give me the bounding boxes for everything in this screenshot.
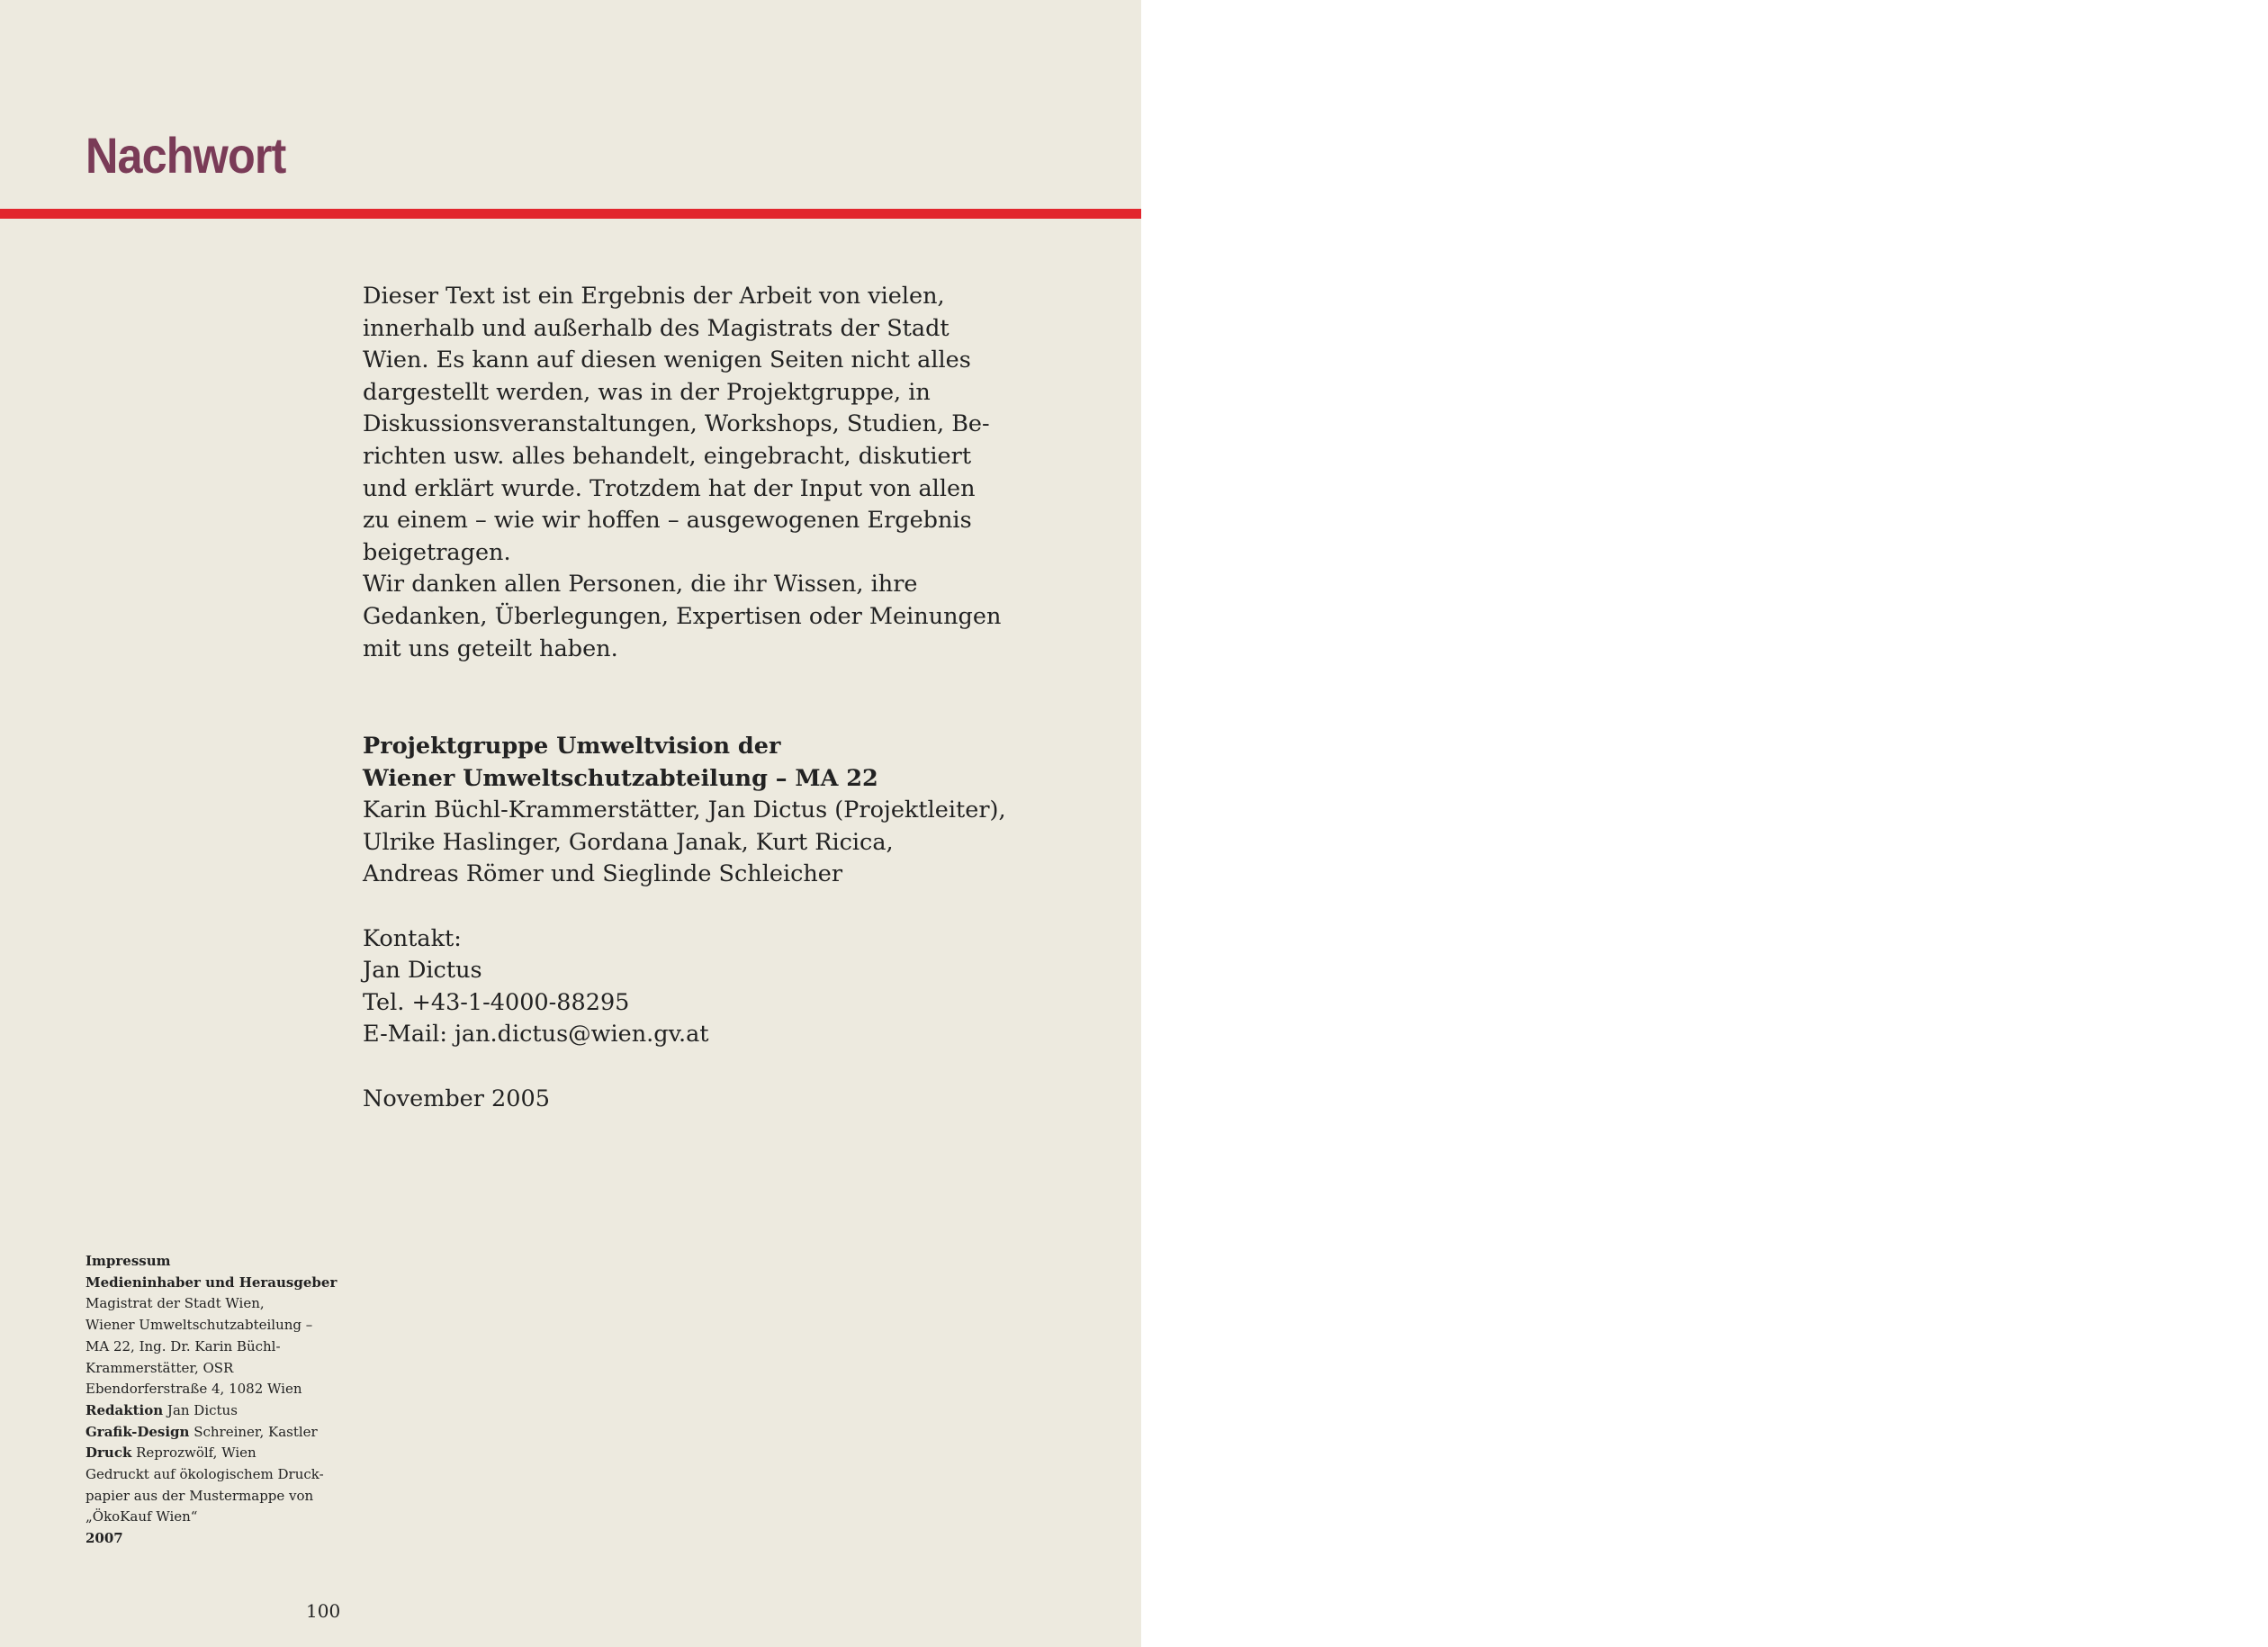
body-line: Diskussionsveranstaltungen, Workshops, Studien, Be- (363, 410, 990, 438)
design-line (86, 1422, 356, 1444)
contact-email: E-Mail: jan.dictus@wien.gv.at (363, 1021, 709, 1048)
group-members: Karin Büchl-Krammerstätter, Jan Dictus (Projektleiter), (363, 796, 1006, 824)
spacer (363, 1051, 1011, 1084)
page-title: Nachwort (86, 127, 286, 184)
design-label: Grafik-Design (86, 1423, 190, 1440)
body-line: Wir danken allen Personen, die ihr Wissen, ihre (363, 571, 918, 598)
publisher-label: Medieninhaber und Herausgeber (86, 1274, 338, 1291)
paper-line: „ÖkoKauf Wien“ (86, 1508, 198, 1526)
body-line: richten usw. alles behandelt, eingebracht, diskutiert (363, 442, 972, 470)
contact-phone: Tel. +43-1-4000-88295 (363, 988, 630, 1016)
publisher-line: Ebendorferstraße 4, 1082 Wien (86, 1381, 302, 1398)
body-line: und erklärt wurde. Trotzdem hat der Input von allen (363, 474, 976, 502)
group-heading: Wiener Umweltschutzabteilung – MA 22 (363, 764, 878, 792)
contact-name: Jan Dictus (363, 957, 482, 985)
paper-line: papier aus der Mustermappe von (86, 1487, 314, 1504)
body-paragraph (363, 281, 1011, 665)
body-line: mit uns geteilt haben. (363, 634, 618, 662)
redaktion-label: Redaktion (86, 1401, 164, 1418)
druck-value: Reprozwölf, Wien (131, 1444, 256, 1462)
redaktion-value: Jan Dictus (163, 1401, 238, 1418)
publisher-line: Wiener Umweltschutzabteilung – (86, 1317, 313, 1334)
group-members: Andreas Römer und Sieglinde Schleicher (363, 860, 843, 888)
publisher-line: Magistrat der Stadt Wien, (86, 1295, 265, 1312)
druck-line (86, 1443, 356, 1464)
body-line: beigetragen. (363, 538, 511, 566)
publisher-line: Krammerstätter, OSR (86, 1359, 234, 1376)
body-line: innerhalb und außerhalb des Magistrats der Stadt (363, 314, 950, 342)
body-line: Wien. Es kann auf diesen wenigen Seiten nicht alles (363, 346, 971, 374)
impressum-block (86, 1251, 356, 1550)
publication-date: November 2005 (363, 1084, 550, 1112)
spacer (363, 891, 1011, 923)
body-line: zu einem – wie wir hoffen – ausgewogenen Ergebnis (363, 507, 972, 535)
page-number: 100 (306, 1600, 341, 1622)
contact-label: Kontakt: (363, 924, 462, 952)
body-line: Dieser Text ist ein Ergebnis der Arbeit von vielen, (363, 283, 945, 310)
redaktion-line (86, 1400, 356, 1422)
impressum-year: 2007 (86, 1530, 123, 1547)
druck-label: Druck (86, 1444, 132, 1462)
publisher-line: MA 22, Ing. Dr. Karin Büchl- (86, 1337, 281, 1354)
impressum-heading: Impressum (86, 1253, 171, 1269)
body-line: Gedanken, Überlegungen, Expertisen oder Meinungen (363, 602, 1002, 630)
group-heading: Projektgruppe Umweltvision der (363, 733, 781, 760)
group-members: Ulrike Haslinger, Gordana Janak, Kurt Ricica, (363, 828, 894, 856)
paper-line: Gedruckt auf ökologischem Druck- (86, 1466, 324, 1483)
design-value: Schreiner, Kastler (189, 1423, 318, 1440)
title-divider (0, 209, 1141, 219)
body-line: dargestellt werden, was in der Projektgruppe, in (363, 378, 931, 406)
credits-block (363, 731, 1011, 1115)
